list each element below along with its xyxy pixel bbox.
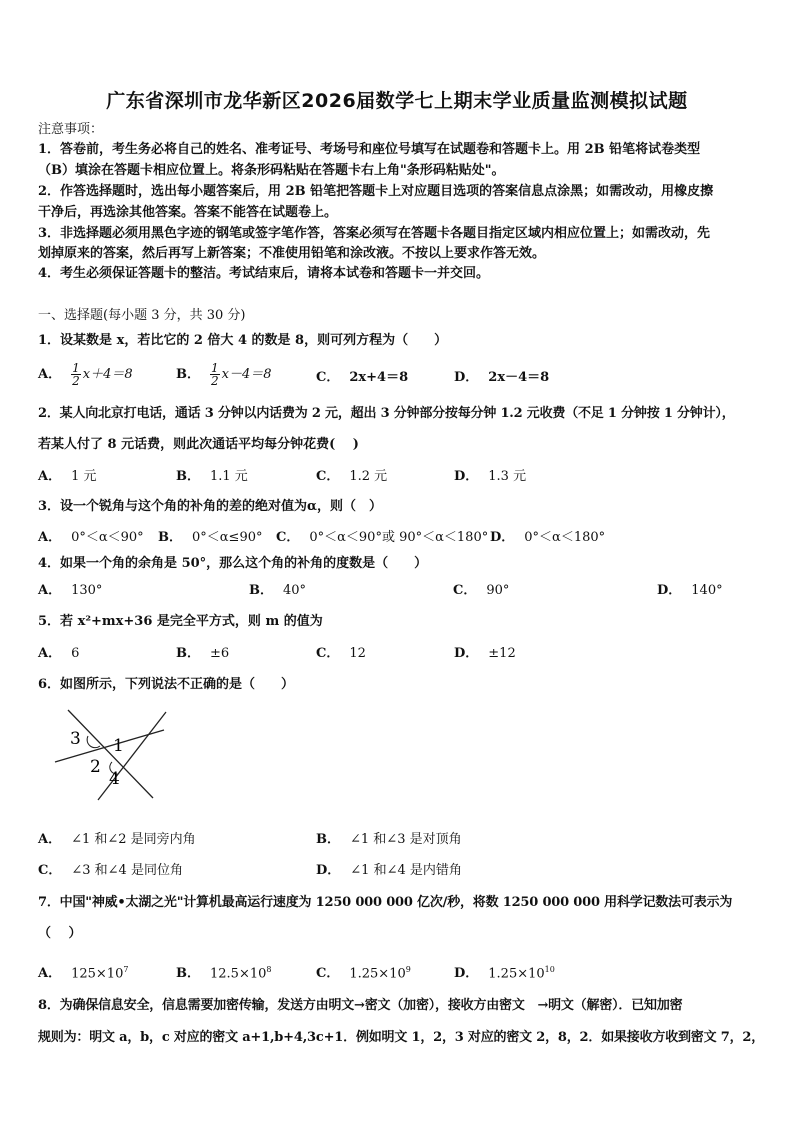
q3-option-d: D． 0°＜α＜180° bbox=[490, 530, 606, 545]
q4-option-b: B． 40° bbox=[249, 583, 307, 598]
question-2-stem-cont: 若某人付了 8 元话费，则此次通话平均每分钟花费( ) bbox=[38, 437, 359, 452]
q7-option-b: B． $12.5\times 10^8$ bbox=[176, 965, 272, 982]
q1-option-b: B． $\frac{1}{2}$ x－4＝8 bbox=[176, 361, 272, 388]
q7-option-d: D． $1.25\times 10^{10}$ bbox=[454, 965, 555, 982]
question-7-stem-cont: （ ） bbox=[38, 926, 82, 941]
question-6-stem: 6．如图所示，下列说法不正确的是（ ） bbox=[38, 677, 295, 692]
note-line: 3．非选择题必须用黑色字迹的钢笔或签字笔作答，答案必须写在答题卡各题目指定区域内相应位置上；如需改动，先 bbox=[38, 226, 711, 241]
q4-option-a: A． 130° bbox=[38, 583, 103, 598]
note-line: 划掉原来的答案，然后再写上新答案；不准使用铅笔和涂改液。不按以上要求作答无效。 bbox=[38, 246, 546, 261]
figure-label: 1 bbox=[113, 736, 124, 756]
q7-option-c: C． $1.25\times 10^9$ bbox=[316, 965, 411, 982]
q4-option-d: D． 140° bbox=[657, 583, 723, 598]
note-line: 1．答卷前，考生务必将自己的姓名、准考证号、考场号和座位号填写在试题卷和答题卡上。用 2B 铅笔将试卷类型 bbox=[38, 142, 701, 157]
q2-option-b: B． 1.1 元 bbox=[176, 469, 248, 484]
question-2-stem: 2．某人向北京打电话，通话 3 分钟以内话费为 2 元，超出 3 分钟部分按每分钟 1.2 元收费（不足 1 分钟按 1 分钟计）， bbox=[38, 406, 735, 421]
q6-option-b: B． ∠1 和∠3 是对顶角 bbox=[316, 832, 462, 847]
fraction: $\frac{1}{2}$ bbox=[72, 361, 80, 388]
q2-option-c: C． 1.2 元 bbox=[316, 469, 388, 484]
q4-option-c: C． 90° bbox=[453, 583, 510, 598]
q6-option-a: A． ∠1 和∠2 是同旁内角 bbox=[38, 832, 196, 847]
q2-option-d: D． 1.3 元 bbox=[454, 469, 527, 484]
q5-option-d: D． ±12 bbox=[454, 646, 516, 661]
q5-option-a: A． 6 bbox=[38, 646, 80, 661]
question-1-stem: 1．设某数是 x，若比它的 2 倍大 4 的数是 8，则可列方程为（ ） bbox=[38, 333, 448, 348]
q5-option-c: C． 12 bbox=[316, 646, 366, 661]
note-line: （B）填涂在答题卡相应位置上。将条形码粘贴在答题卡右上角"条形码粘贴处"。 bbox=[38, 163, 505, 178]
q2-option-a: A． 1 元 bbox=[38, 469, 97, 484]
q3-option-a: A． 0°＜α＜90° bbox=[38, 530, 144, 545]
figure-label: 3 bbox=[70, 729, 81, 749]
q3-option-b: B． 0°＜α≤90° bbox=[158, 530, 263, 545]
question-5-stem: 5．若 x²+mx+36 是完全平方式，则 m 的值为 bbox=[38, 614, 323, 629]
question-8-stem-cont: 规则为：明文 a，b，c 对应的密文 a+1,b+4,3c+1．例如明文 1，2，3 对应的密文 2，8，2．如果接收方收到密文 7，2， bbox=[38, 1030, 765, 1045]
page-title: 广东省深圳市龙华新区2026届数学七上期末学业质量监测模拟试题 bbox=[106, 90, 688, 112]
note-line: 4．考生必须保证答题卡的整洁。考试结束后，请将本试卷和答题卡一并交回。 bbox=[38, 266, 490, 281]
note-line: 干净后，再选涂其他答案。答案不能答在试题卷上。 bbox=[38, 205, 338, 220]
option-key: B． bbox=[176, 367, 200, 382]
notes-heading: 注意事项： bbox=[38, 122, 104, 137]
figure-label: 4 bbox=[109, 769, 120, 789]
q5-option-b: B． ±6 bbox=[176, 646, 230, 661]
option-key: A． bbox=[38, 367, 62, 382]
fraction: $\frac{1}{2}$ bbox=[211, 361, 219, 388]
q1-option-d: D． 2x－4＝8 bbox=[454, 370, 550, 385]
q6-option-c: C． ∠3 和∠4 是同位角 bbox=[38, 863, 183, 878]
question-4-stem: 4．如果一个角的余角是 50°，那么这个角的补角的度数是（ ） bbox=[38, 556, 428, 571]
q1-option-c: C． 2x+4＝8 bbox=[316, 370, 409, 385]
q6-option-d: D． ∠1 和∠4 是内错角 bbox=[316, 863, 462, 878]
q3-option-c: C． 0°＜α＜90°或 90°＜α＜180° bbox=[276, 530, 489, 545]
note-line: 2．作答选择题时，选出每小题答案后，用 2B 铅笔把答题卡上对应题目选项的答案信息点涂黑；如需改动，用橡皮擦 bbox=[38, 184, 714, 199]
question-3-stem: 3．设一个锐角与这个角的补角的差的绝对值为α，则（ ） bbox=[38, 499, 383, 514]
angle-figure bbox=[52, 706, 170, 802]
q7-option-a: A． $125\times 10^7$ bbox=[38, 965, 129, 982]
section-heading: 一、选择题(每小题 3 分，共 30 分) bbox=[38, 308, 246, 323]
question-8-stem: 8．为确保信息安全，信息需要加密传输，发送方由明文→密文（加密），接收方由密文 →明文（解密）．已知加密 bbox=[38, 998, 683, 1013]
question-7-stem: 7．中国"神威•太湖之光"计算机最高运行速度为 1250 000 000 亿次/秒，将数 1250 000 000 用科学记数法可表示为 bbox=[38, 895, 733, 910]
q1-option-a: A． $\frac{1}{2}$ x＋4＝8 bbox=[38, 361, 133, 388]
figure-label: 2 bbox=[90, 757, 101, 777]
